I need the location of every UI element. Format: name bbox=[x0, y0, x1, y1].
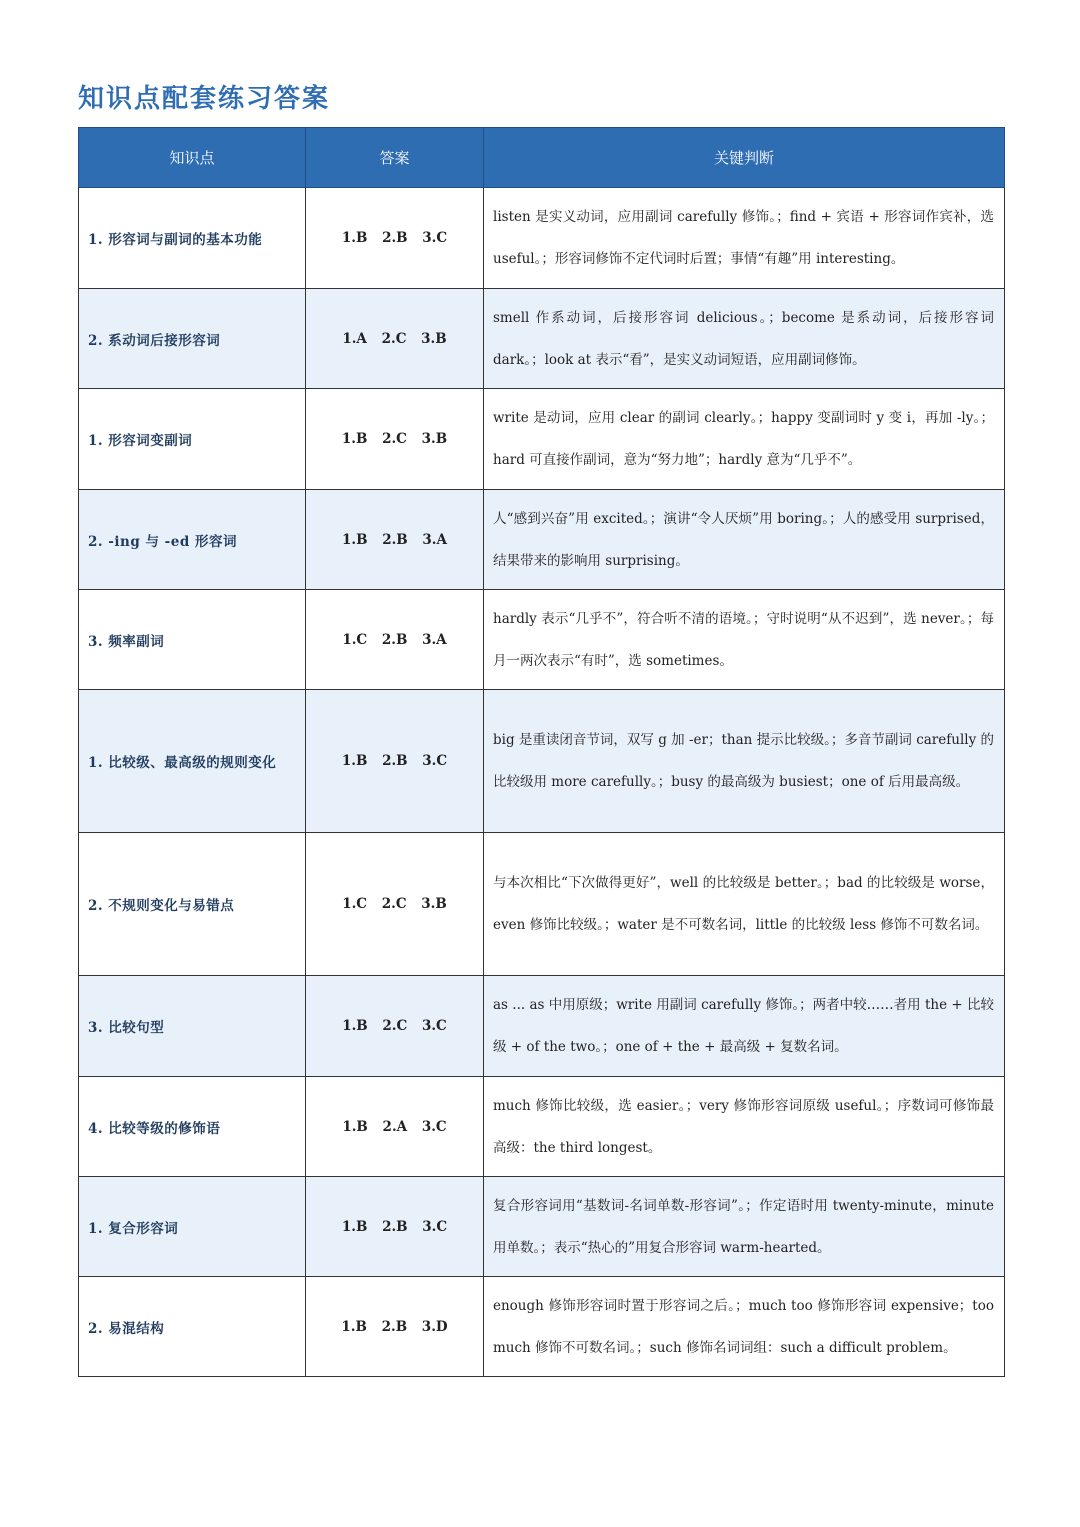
table-row bbox=[79, 188, 1005, 289]
answer-cell: 1.B 2.B 3.C bbox=[306, 1177, 484, 1277]
header-judgment: 关键判断 bbox=[484, 128, 1005, 188]
answer-cell: 1.C 2.B 3.A bbox=[306, 590, 484, 690]
topic-cell: 2. 不规则变化与易错点 bbox=[79, 833, 306, 976]
judgment-cell: 人“感到兴奋”用 excited。；演讲“令人厌烦”用 boring。；人的感受用 surprised，结果带来的影响用 surprising。 bbox=[484, 490, 1005, 590]
topic-cell: 3. 比较句型 bbox=[79, 976, 306, 1077]
judgment-cell: write 是动词，应用 clear 的副词 clearly。；happy 变副词时 y 变 i，再加 -ly。；hard 可直接作副词，意为“努力地”；hardly 意为“几乎不”。 bbox=[484, 389, 1005, 490]
table-row bbox=[79, 690, 1005, 833]
answer-cell: 1.B 2.C 3.B bbox=[306, 389, 484, 490]
answer-cell: 1.B 2.B 3.C bbox=[306, 188, 484, 289]
topic-cell: 1. 比较级、最高级的规则变化 bbox=[79, 690, 306, 833]
topic-cell: 2. 系动词后接形容词 bbox=[79, 289, 306, 389]
answer-cell: 1.C 2.C 3.B bbox=[306, 833, 484, 976]
topic-cell: 4. 比较等级的修饰语 bbox=[79, 1077, 306, 1177]
topic-cell: 2. 易混结构 bbox=[79, 1277, 306, 1377]
judgment-cell: listen 是实义动词，应用副词 carefully 修饰。；find + 宾语 + 形容词作宾补，选 useful。；形容词修饰不定代词时后置；事情“有趣”用 interesting。 bbox=[484, 188, 1005, 289]
topic-cell: 2. -ing 与 -ed 形容词 bbox=[79, 490, 306, 590]
answer-cell: 1.B 2.A 3.C bbox=[306, 1077, 484, 1177]
judgment-cell: 与本次相比“下次做得更好”，well 的比较级是 better。；bad 的比较级是 worse，even 修饰比较级。；water 是不可数名词，little 的比较级 less 修饰不可数名词。 bbox=[484, 833, 1005, 976]
table-row bbox=[79, 1277, 1005, 1377]
table-row bbox=[79, 1077, 1005, 1177]
answer-cell: 1.B 2.B 3.C bbox=[306, 690, 484, 833]
answer-cell: 1.B 2.B 3.A bbox=[306, 490, 484, 590]
header-topic: 知识点 bbox=[79, 128, 306, 188]
table-row bbox=[79, 289, 1005, 389]
judgment-cell: 复合形容词用“基数词-名词单数-形容词”。；作定语时用 twenty-minute，minute 用单数。；表示“热心的”用复合形容词 warm-hearted。 bbox=[484, 1177, 1005, 1277]
judgment-cell: smell 作系动词，后接形容词 delicious。；become 是系动词，后接形容词 dark。；look at 表示“看”，是实义动词短语，应用副词修饰。 bbox=[484, 289, 1005, 389]
topic-cell: 3. 频率副词 bbox=[79, 590, 306, 690]
page-title: 知识点配套练习答案 bbox=[78, 84, 331, 114]
header-answer: 答案 bbox=[306, 128, 484, 188]
topic-cell: 1. 形容词与副词的基本功能 bbox=[79, 188, 306, 289]
table-row bbox=[79, 590, 1005, 690]
answer-cell: 1.A 2.C 3.B bbox=[306, 289, 484, 389]
judgment-cell: as ... as 中用原级；write 用副词 carefully 修饰。；两者中较……者用 the + 比较级 + of the two。；one of + the + 最高级 + 复数名词。 bbox=[484, 976, 1005, 1077]
table-row bbox=[79, 833, 1005, 976]
topic-cell: 1. 形容词变副词 bbox=[79, 389, 306, 490]
answers-table bbox=[78, 127, 1005, 1377]
table-row bbox=[79, 389, 1005, 490]
table-row bbox=[79, 490, 1005, 590]
judgment-cell: much 修饰比较级，选 easier。；very 修饰形容词原级 useful。；序数词可修饰最高级：the third longest。 bbox=[484, 1077, 1005, 1177]
table-header-row bbox=[79, 128, 1005, 188]
topic-cell: 1. 复合形容词 bbox=[79, 1177, 306, 1277]
table-row bbox=[79, 976, 1005, 1077]
table-row bbox=[79, 1177, 1005, 1277]
judgment-cell: hardly 表示“几乎不”，符合听不清的语境。；守时说明“从不迟到”，选 never。；每月一两次表示“有时”，选 sometimes。 bbox=[484, 590, 1005, 690]
judgment-cell: big 是重读闭音节词，双写 g 加 -er；than 提示比较级。；多音节副词 carefully 的比较级用 more carefully。；busy 的最高级为 busiest；one of 后用最高级。 bbox=[484, 690, 1005, 833]
answer-cell: 1.B 2.C 3.C bbox=[306, 976, 484, 1077]
answer-cell: 1.B 2.B 3.D bbox=[306, 1277, 484, 1377]
judgment-cell: enough 修饰形容词时置于形容词之后。；much too 修饰形容词 expensive；too much 修饰不可数名词。；such 修饰名词词组：such a difficult problem。 bbox=[484, 1277, 1005, 1377]
